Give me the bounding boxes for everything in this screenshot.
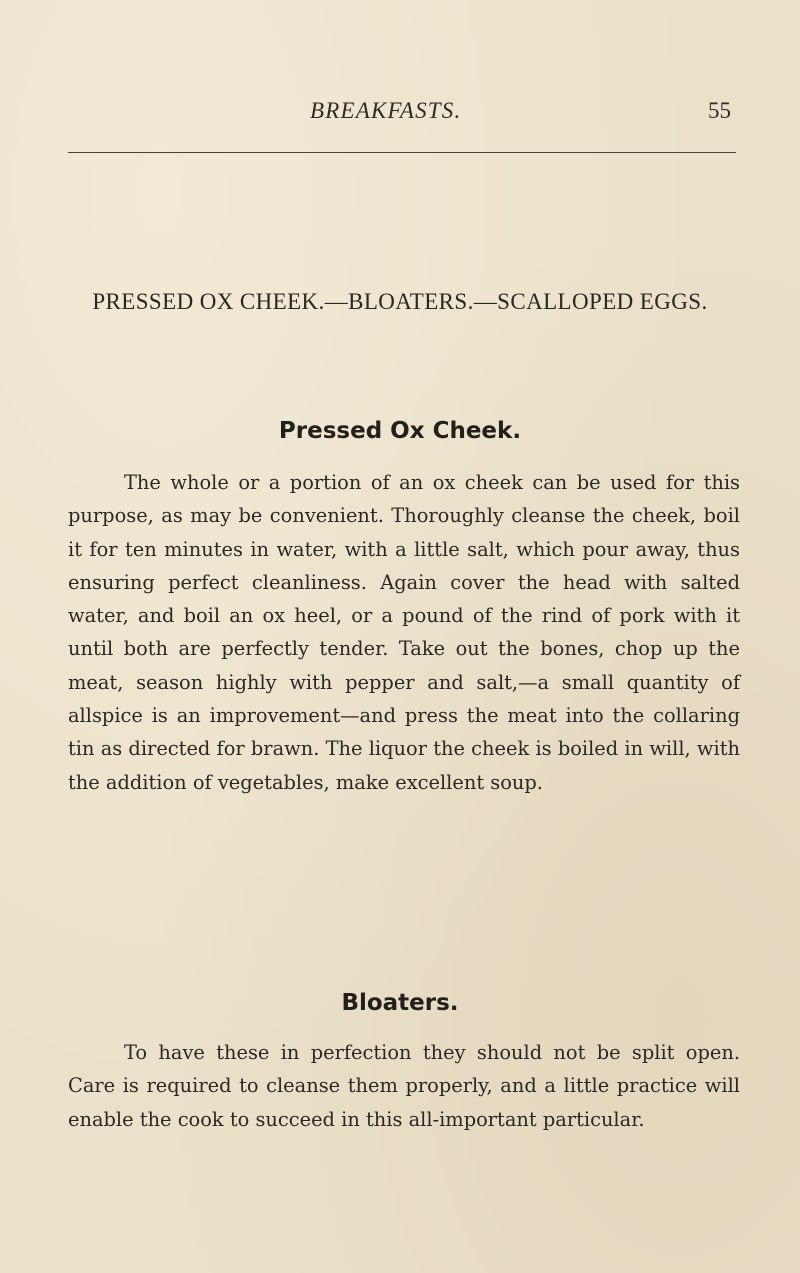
paragraph-pressed-ox-cheek: The whole or a portion of an ox cheek can be used for this purpose, as may be convenient. Thoroughly cleanse the cheek, boil it for ten minutes in water, with a little salt, which pour away, thus ensuring perfect cleanliness. Again cover the head with salted water, and boil an ox heel, or a pound of the rind of pork with it until both are perfectly tender. Take out the bones, chop up the meat, season highly with pepper and salt,—a small quantity of allspice is an improvement—and press the meat into the collaring tin as directed for brawn. The liquor the cheek is boiled in will, with the addition of vegetables, make excellent soup.: [68, 471, 740, 794]
section-heading-bloaters: Bloaters.: [341, 990, 459, 1016]
paragraph-bloaters: To have these in perfection they should not be split open. Care is required to cleanse them properly, and a little practice will enable the cook to succeed in this all-important particular.: [68, 1041, 740, 1131]
section-heading-pressed-ox-cheek: Pressed Ox Cheek.: [278, 418, 522, 444]
page-number: 55: [708, 98, 731, 123]
chapter-title: PRESSED OX CHEEK.—BLOATERS.—SCALLOPED EGGS.: [92, 289, 708, 314]
header-rule: [68, 152, 736, 153]
running-head: BREAKFASTS.: [310, 98, 462, 123]
